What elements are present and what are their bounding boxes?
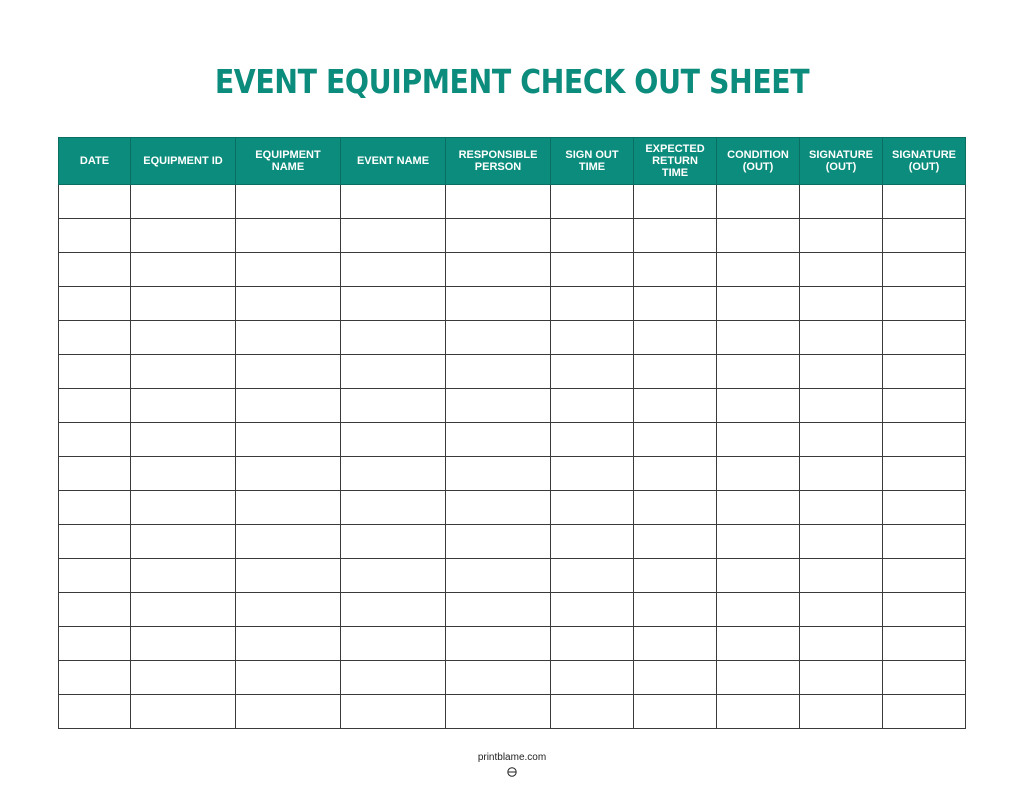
table-cell[interactable] [341, 525, 446, 559]
table-cell[interactable] [551, 253, 634, 287]
table-cell[interactable] [800, 457, 883, 491]
table-cell[interactable] [717, 559, 800, 593]
table-cell[interactable] [131, 491, 236, 525]
table-cell[interactable] [717, 219, 800, 253]
table-cell[interactable] [131, 219, 236, 253]
table-cell[interactable] [341, 661, 446, 695]
table-row [59, 695, 966, 729]
table-cell[interactable] [551, 695, 634, 729]
table-cell[interactable] [236, 423, 341, 457]
table-cell[interactable] [883, 253, 966, 287]
table-cell[interactable] [236, 525, 341, 559]
table-cell[interactable] [446, 423, 551, 457]
column-header-expected-return-time: EXPECTED RETURN TIME [634, 138, 717, 185]
table-cell[interactable] [446, 695, 551, 729]
table-cell[interactable] [446, 593, 551, 627]
table-cell[interactable] [341, 389, 446, 423]
table-cell[interactable] [800, 627, 883, 661]
table-cell[interactable] [236, 593, 341, 627]
table-row [59, 661, 966, 695]
table-cell[interactable] [800, 559, 883, 593]
table-cell[interactable] [341, 593, 446, 627]
table-cell[interactable] [446, 661, 551, 695]
table-cell[interactable] [551, 661, 634, 695]
table-cell[interactable] [800, 219, 883, 253]
table-row [59, 457, 966, 491]
table-cell[interactable] [883, 287, 966, 321]
table-row [59, 525, 966, 559]
table-cell[interactable] [551, 287, 634, 321]
table-cell[interactable] [236, 253, 341, 287]
table-cell[interactable] [551, 355, 634, 389]
column-header-signature-out-2: SIGNATURE (OUT) [883, 138, 966, 185]
table-cell[interactable] [717, 457, 800, 491]
table-cell[interactable] [717, 253, 800, 287]
table-cell[interactable] [131, 593, 236, 627]
table-cell[interactable] [551, 593, 634, 627]
table-cell[interactable] [883, 423, 966, 457]
table-cell[interactable] [883, 389, 966, 423]
table-cell[interactable] [236, 219, 341, 253]
table-cell[interactable] [634, 185, 717, 219]
table-cell[interactable] [634, 593, 717, 627]
table-cell[interactable] [236, 559, 341, 593]
table-cell[interactable] [131, 661, 236, 695]
table-cell[interactable] [717, 661, 800, 695]
table-cell[interactable] [236, 627, 341, 661]
table-cell[interactable] [717, 525, 800, 559]
table-cell[interactable] [883, 661, 966, 695]
table-cell[interactable] [446, 321, 551, 355]
table-cell[interactable] [446, 253, 551, 287]
table-cell[interactable] [551, 321, 634, 355]
table-cell[interactable] [59, 525, 131, 559]
checkout-table [58, 137, 966, 729]
column-header-equipment-name: EQUIPMENT NAME [236, 138, 341, 185]
table-cell[interactable] [634, 355, 717, 389]
table-cell[interactable] [800, 423, 883, 457]
table-cell[interactable] [236, 661, 341, 695]
table-cell[interactable] [800, 695, 883, 729]
table-cell[interactable] [236, 287, 341, 321]
column-header-date: DATE [59, 138, 131, 185]
table-cell[interactable] [341, 253, 446, 287]
sheet-title: EVENT EQUIPMENT CHECK OUT SHEET [214, 62, 810, 101]
table-cell[interactable] [446, 219, 551, 253]
table-cell[interactable] [717, 491, 800, 525]
table-row [59, 593, 966, 627]
table-cell[interactable] [341, 423, 446, 457]
table-cell[interactable] [131, 389, 236, 423]
table-cell[interactable] [634, 389, 717, 423]
table-cell[interactable] [717, 287, 800, 321]
table-row [59, 491, 966, 525]
table-cell[interactable] [59, 389, 131, 423]
table-cell[interactable] [883, 321, 966, 355]
table-cell[interactable] [131, 355, 236, 389]
footer-site-name: printblame.com [477, 752, 547, 763]
table-cell[interactable] [131, 253, 236, 287]
table-cell[interactable] [131, 525, 236, 559]
table-row [59, 321, 966, 355]
table-cell[interactable] [446, 457, 551, 491]
table-cell[interactable] [131, 457, 236, 491]
table-cell[interactable] [883, 559, 966, 593]
column-header-sign-out-time: SIGN OUT TIME [551, 138, 634, 185]
header-row [59, 138, 966, 185]
table-row [59, 559, 966, 593]
table-cell[interactable] [59, 185, 131, 219]
table-cell[interactable] [59, 559, 131, 593]
table-cell[interactable] [59, 457, 131, 491]
table-row [59, 185, 966, 219]
table-cell[interactable] [236, 491, 341, 525]
table-cell[interactable] [717, 389, 800, 423]
column-header-responsible-person: RESPONSIBLE PERSON [446, 138, 551, 185]
table-cell[interactable] [717, 593, 800, 627]
column-header-equipment-id: EQUIPMENT ID [131, 138, 236, 185]
table-cell[interactable] [236, 355, 341, 389]
printblame-logo-icon [507, 767, 517, 777]
table-cell[interactable] [634, 423, 717, 457]
table-cell[interactable] [236, 457, 341, 491]
table-cell[interactable] [341, 491, 446, 525]
table-cell[interactable] [59, 287, 131, 321]
table-cell[interactable] [341, 695, 446, 729]
table-cell[interactable] [551, 389, 634, 423]
table-cell[interactable] [59, 355, 131, 389]
table-cell[interactable] [551, 219, 634, 253]
table-cell[interactable] [800, 593, 883, 627]
table-cell[interactable] [634, 491, 717, 525]
table-cell[interactable] [634, 457, 717, 491]
table-row [59, 219, 966, 253]
table-cell[interactable] [883, 457, 966, 491]
column-header-condition-out: CONDITION (OUT) [717, 138, 800, 185]
table-row [59, 423, 966, 457]
table-cell[interactable] [883, 695, 966, 729]
table-cell[interactable] [59, 219, 131, 253]
table-cell[interactable] [236, 185, 341, 219]
table-cell[interactable] [634, 219, 717, 253]
table-cell[interactable] [800, 661, 883, 695]
table-cell[interactable] [717, 423, 800, 457]
table-cell[interactable] [131, 695, 236, 729]
table-row [59, 287, 966, 321]
table-row [59, 355, 966, 389]
table-cell[interactable] [59, 423, 131, 457]
table-cell[interactable] [551, 457, 634, 491]
table-cell[interactable] [59, 695, 131, 729]
table-cell[interactable] [446, 627, 551, 661]
table-cell[interactable] [800, 355, 883, 389]
table-cell[interactable] [341, 627, 446, 661]
table-cell[interactable] [551, 491, 634, 525]
table-cell[interactable] [59, 593, 131, 627]
table-cell[interactable] [717, 627, 800, 661]
table-cell[interactable] [800, 491, 883, 525]
table-cell[interactable] [59, 627, 131, 661]
table-cell[interactable] [717, 695, 800, 729]
table-cell[interactable] [59, 253, 131, 287]
table-cell[interactable] [634, 559, 717, 593]
table-cell[interactable] [634, 321, 717, 355]
table-cell[interactable] [236, 389, 341, 423]
table-cell[interactable] [341, 457, 446, 491]
table-cell[interactable] [634, 287, 717, 321]
table-row [59, 627, 966, 661]
table-cell[interactable] [131, 559, 236, 593]
table-cell[interactable] [883, 219, 966, 253]
table-cell[interactable] [634, 627, 717, 661]
table-cell[interactable] [446, 491, 551, 525]
table-cell[interactable] [236, 695, 341, 729]
table-cell[interactable] [551, 627, 634, 661]
table-cell[interactable] [131, 627, 236, 661]
table-cell[interactable] [717, 185, 800, 219]
table-cell[interactable] [800, 389, 883, 423]
table-cell[interactable] [800, 287, 883, 321]
table-cell[interactable] [883, 491, 966, 525]
table-cell[interactable] [131, 287, 236, 321]
table-cell[interactable] [341, 559, 446, 593]
table-cell[interactable] [59, 321, 131, 355]
table-cell[interactable] [634, 253, 717, 287]
table-cell[interactable] [446, 287, 551, 321]
table-cell[interactable] [800, 525, 883, 559]
table-cell[interactable] [800, 185, 883, 219]
table-cell[interactable] [59, 491, 131, 525]
table-cell[interactable] [883, 185, 966, 219]
table-row [59, 389, 966, 423]
table-cell[interactable] [883, 355, 966, 389]
table-body [59, 185, 966, 729]
table-cell[interactable] [551, 525, 634, 559]
table-cell[interactable] [341, 287, 446, 321]
table-row [59, 253, 966, 287]
table-cell[interactable] [131, 423, 236, 457]
table-cell[interactable] [634, 525, 717, 559]
table-cell[interactable] [446, 525, 551, 559]
table-cell[interactable] [131, 185, 236, 219]
table-cell[interactable] [551, 185, 634, 219]
table-cell[interactable] [634, 695, 717, 729]
table-cell[interactable] [341, 355, 446, 389]
table-cell[interactable] [717, 355, 800, 389]
table-cell[interactable] [446, 185, 551, 219]
column-header-event-name: EVENT NAME [341, 138, 446, 185]
table-cell[interactable] [800, 321, 883, 355]
table-cell[interactable] [446, 355, 551, 389]
table-cell[interactable] [341, 219, 446, 253]
table-cell[interactable] [551, 423, 634, 457]
table-cell[interactable] [341, 321, 446, 355]
table-cell[interactable] [236, 321, 341, 355]
table-cell[interactable] [883, 627, 966, 661]
table-cell[interactable] [446, 389, 551, 423]
table-cell[interactable] [341, 185, 446, 219]
table-cell[interactable] [883, 525, 966, 559]
table-cell[interactable] [634, 661, 717, 695]
table-cell[interactable] [800, 253, 883, 287]
table-cell[interactable] [131, 321, 236, 355]
table-cell[interactable] [59, 661, 131, 695]
table-cell[interactable] [883, 593, 966, 627]
table-cell[interactable] [551, 559, 634, 593]
table-cell[interactable] [717, 321, 800, 355]
column-header-signature-out-1: SIGNATURE (OUT) [800, 138, 883, 185]
table-cell[interactable] [446, 559, 551, 593]
